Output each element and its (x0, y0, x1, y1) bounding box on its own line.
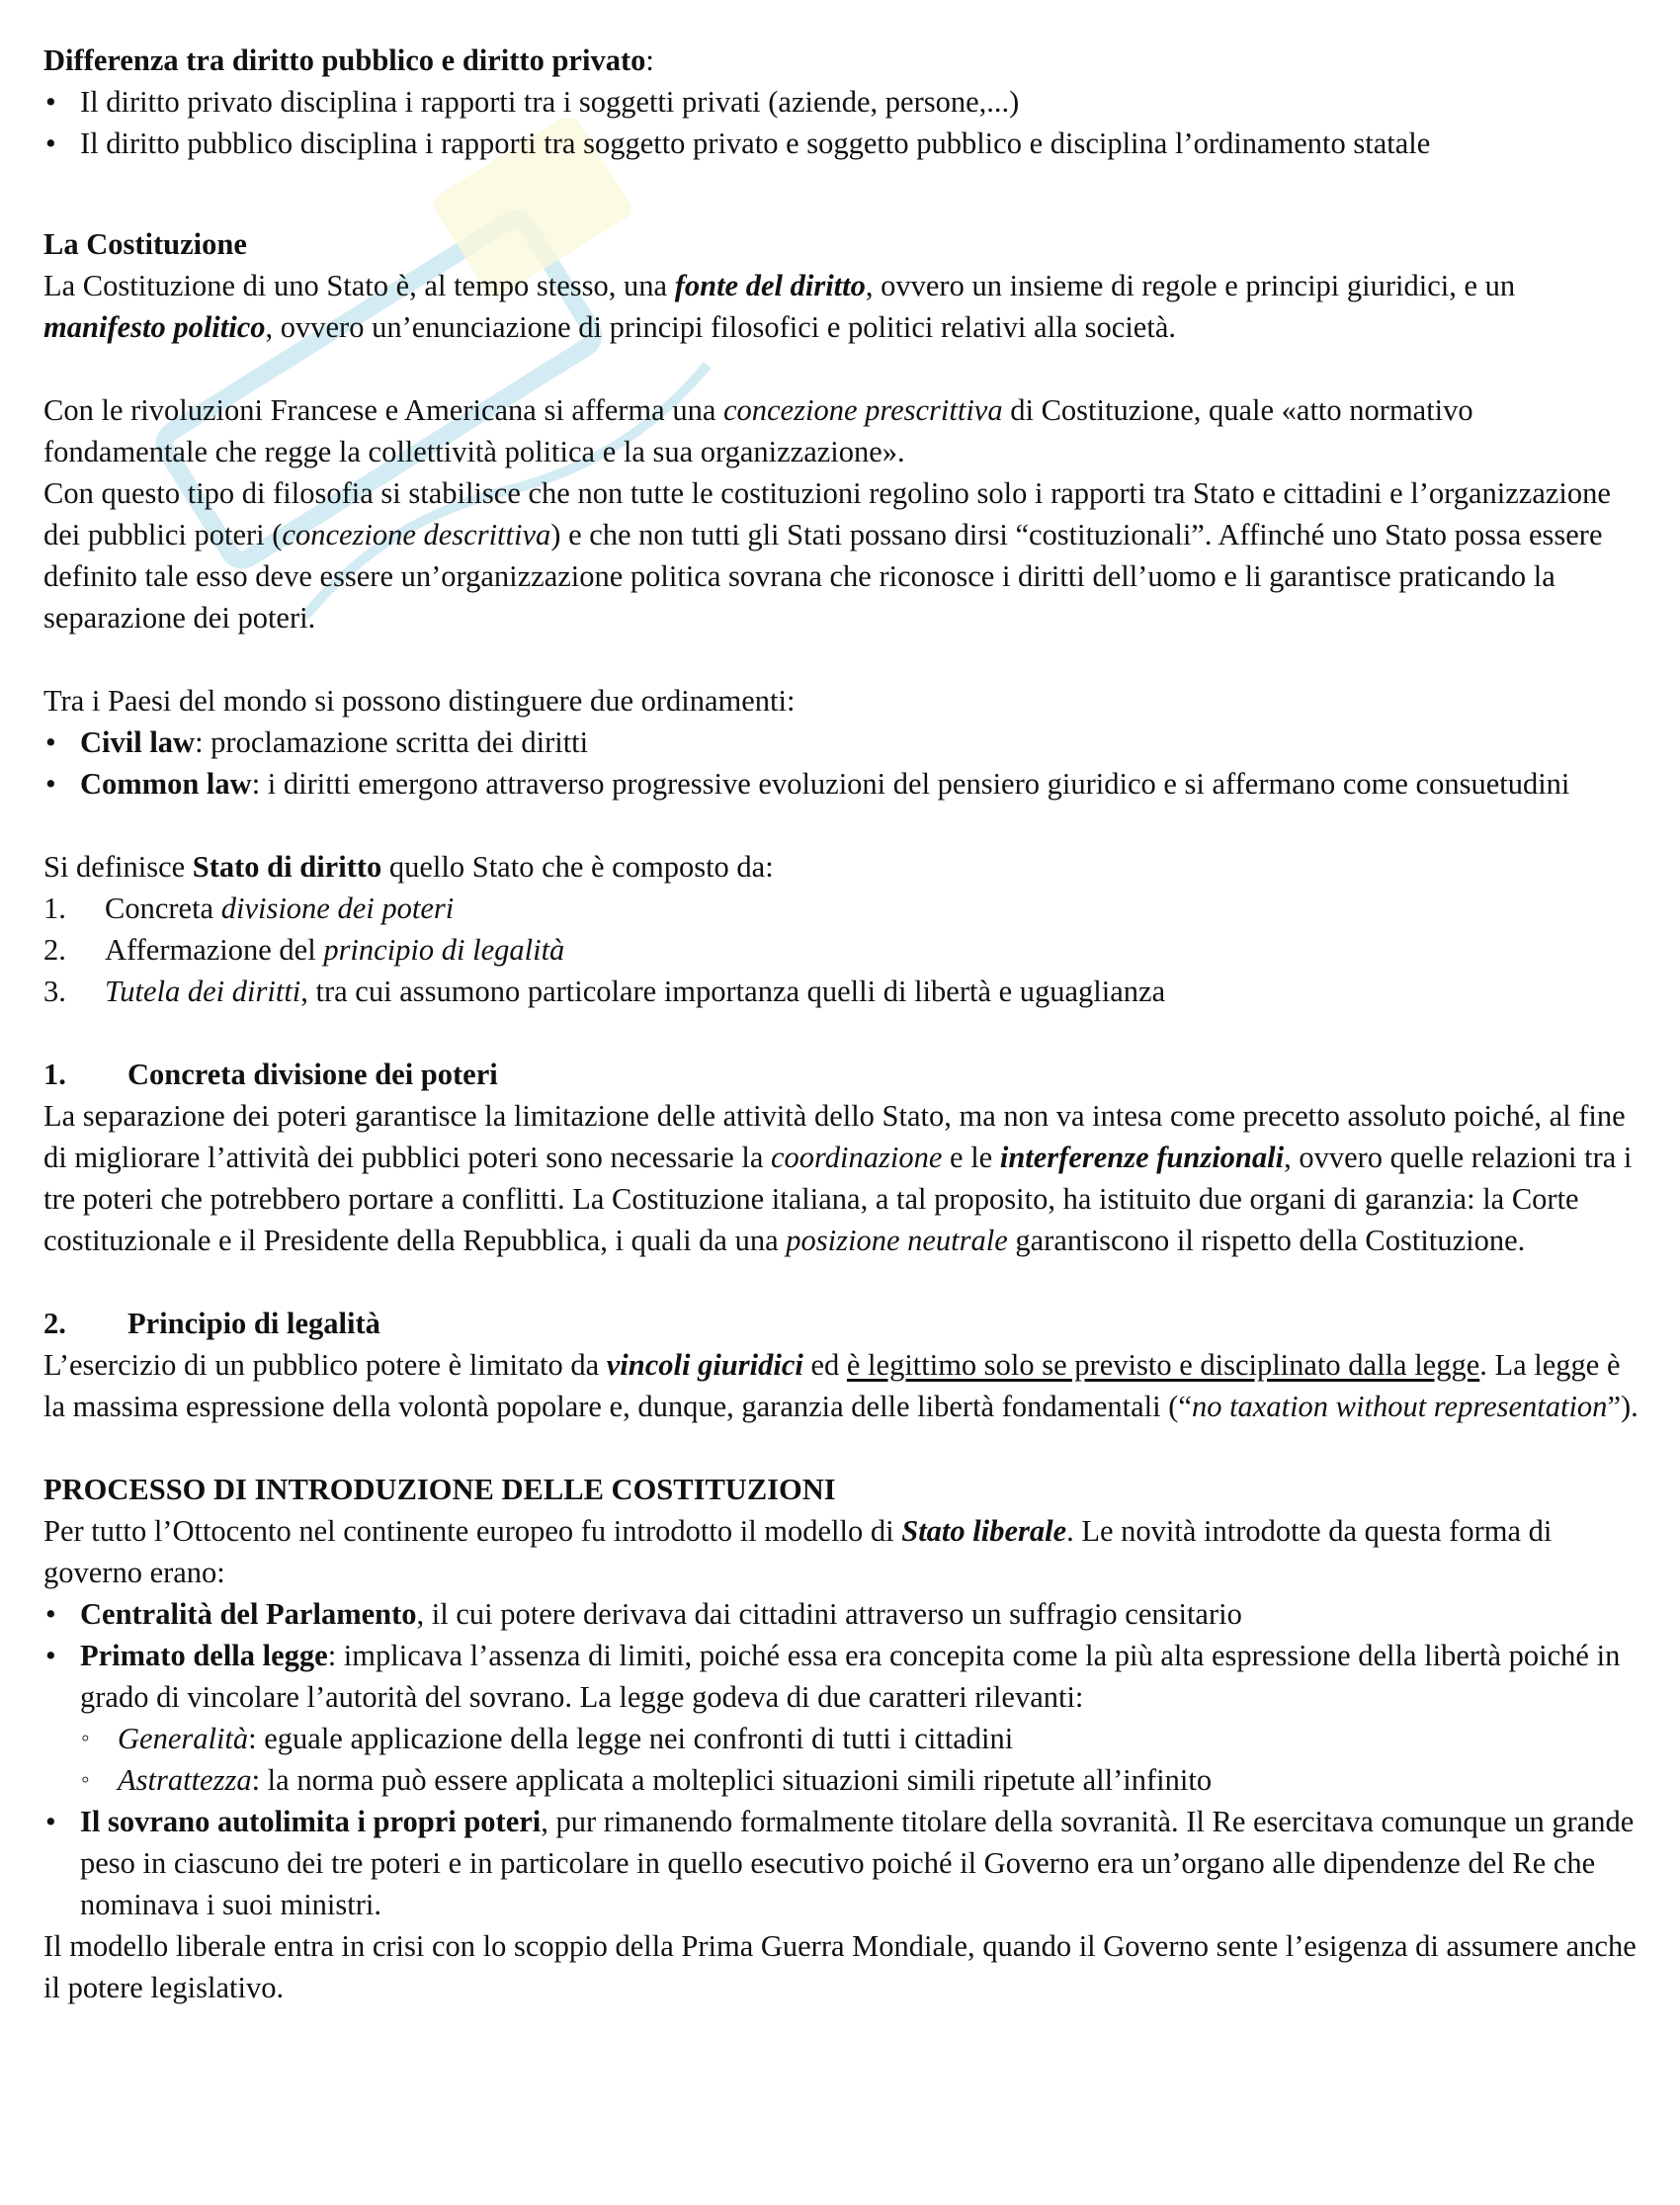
paragraph-ordinamenti: Tra i Paesi del mondo si possono distinguere due ordinamenti: (43, 684, 796, 718)
list-item: • Civil law: proclamazione scritta dei diritti (43, 721, 1644, 763)
section-heading-processo: PROCESSO DI INTRODUZIONE DELLE COSTITUZIONI (43, 1473, 836, 1506)
list-item: • Il diritto privato disciplina i rapporti tra i soggetti privati (aziende, persone,...) (43, 81, 1644, 123)
list-item: • Il diritto pubblico disciplina i rapporti tra soggetto privato e soggetto pubblico e disciplina l’ordinamento statale (43, 123, 1644, 164)
bullet-list-diritto (43, 81, 1644, 164)
paragraph-costituzione-def: La Costituzione di uno Stato è, al tempo stesso, una fonte del diritto, ovvero un insieme di regole e principi giuridici, e un manifesto politico, ovvero un’enunciazione di principi filosofici e politici relativi alla società. (43, 269, 1516, 344)
list-item: 3. Tutela dei diritti, tra cui assumono particolare importanza quelli di libertà e uguaglianza (43, 975, 1166, 1008)
paragraph-filosofia: Con questo tipo di filosofia si stabilisce che non tutte le costituzioni regolino solo i rapporti tra Stato e cittadini e l’organizzazione dei pubblici poteri (concezione descrittiva) e che non tutti gli Stati possano dirsi “costituzionali”. Affinché uno Stato possa essere definito tale esso deve essere un’organizzazione politica sovrana che riconosce i diritti dell’uomo e li garantisce praticando la separazione dei poteri. (43, 476, 1611, 635)
paragraph-stato-liberale: Per tutto l’Ottocento nel continente europeo fu introdotto il modello di Stato liberale. Le novità introdotte da questa forma di governo erano: (43, 1514, 1553, 1589)
document-page (43, 40, 1644, 2008)
section-heading-costituzione: La Costituzione (43, 227, 247, 261)
section-heading-legalita: 2. Principio di legalità (43, 1307, 380, 1340)
numbered-list-stato-di-diritto (43, 888, 1644, 1012)
list-item: 2. Affermazione del principio di legalità (43, 933, 565, 967)
list-item: ◦ Generalità: eguale applicazione della legge nei confronti di tutti i cittadini (43, 1718, 1644, 1759)
paragraph-rivoluzioni: Con le rivoluzioni Francese e Americana si afferma una concezione prescrittiva di Costituzione, quale «atto normativo fondamentale che regge la collettività politica e la sua organizzazione». (43, 393, 1473, 468)
section-heading-diritto: Differenza tra diritto pubblico e diritto privato: (43, 43, 654, 77)
list-item: ◦ Astrattezza: la norma può essere applicata a molteplici situazioni simili ripetute all’infinito (43, 1759, 1644, 1801)
bullet-list-ordinamenti (43, 721, 1644, 805)
list-item: • Il sovrano autolimita i propri poteri, pur rimanendo formalmente titolare della sovranità. Il Re esercitava comunque un grande peso in ciascuno dei tre poteri e in particolare in quello esecutivo poiché il Governo era un’organo alle dipendenze del Re che nominava i suoi ministri. (43, 1801, 1644, 1925)
section-heading-divisione-poteri: 1. Concreta divisione dei poteri (43, 1058, 498, 1091)
list-item: 1. Concreta divisione dei poteri (43, 891, 455, 925)
bullet-list-stato-liberale (43, 1593, 1644, 1925)
paragraph-crisi: Il modello liberale entra in crisi con lo scoppio della Prima Guerra Mondiale, quando il Governo sente l’esigenza di assumere anche il potere legislativo. (43, 1929, 1637, 2004)
paragraph-stato-di-diritto: Si definisce Stato di diritto quello Stato che è composto da: (43, 850, 774, 884)
paragraph-legalita: L’esercizio di un pubblico potere è limitato da vincoli giuridici ed è legittimo solo se previsto e disciplinato dalla legge. La legge è la massima espressione della volontà popolare e, dunque, garanzia delle libertà fondamentali (“no taxation without representation”). (43, 1348, 1638, 1423)
list-item: • Centralità del Parlamento, il cui potere derivava dai cittadini attraverso un suffragio censitario (43, 1593, 1644, 1635)
list-item: • Common law: i diritti emergono attraverso progressive evoluzioni del pensiero giuridico e si affermano come consuetudini (43, 763, 1644, 805)
paragraph-divisione-poteri: La separazione dei poteri garantisce la limitazione delle attività dello Stato, ma non va intesa come precetto assoluto poiché, al fine di migliorare l’attività dei pubblici poteri sono necessarie la coordinazione e le interferenze funzionali, ovvero quelle relazioni tra i tre poteri che potrebbero portare a conflitti. La Costituzione italiana, a tal proposito, ha istituito due organi di garanzia: la Corte costituzionale e il Presidente della Repubblica, i quali da una posizione neutrale garantiscono il rispetto della Costituzione. (43, 1099, 1633, 1257)
sub-list-caratteri (43, 1718, 1644, 1801)
list-item: • Primato della legge: implicava l’assenza di limiti, poiché essa era concepita come la più alta espressione della libertà poiché in grado di vincolare l’autorità del sovrano. La legge godeva di due caratteri rilevanti: ◦ Generalità: eguale applicazione della legge nei confronti di tutti i cittadini ◦ Astrattezza: la norma può essere applicata a molteplici situazioni simili ripetute all’infinito (43, 1635, 1644, 1801)
